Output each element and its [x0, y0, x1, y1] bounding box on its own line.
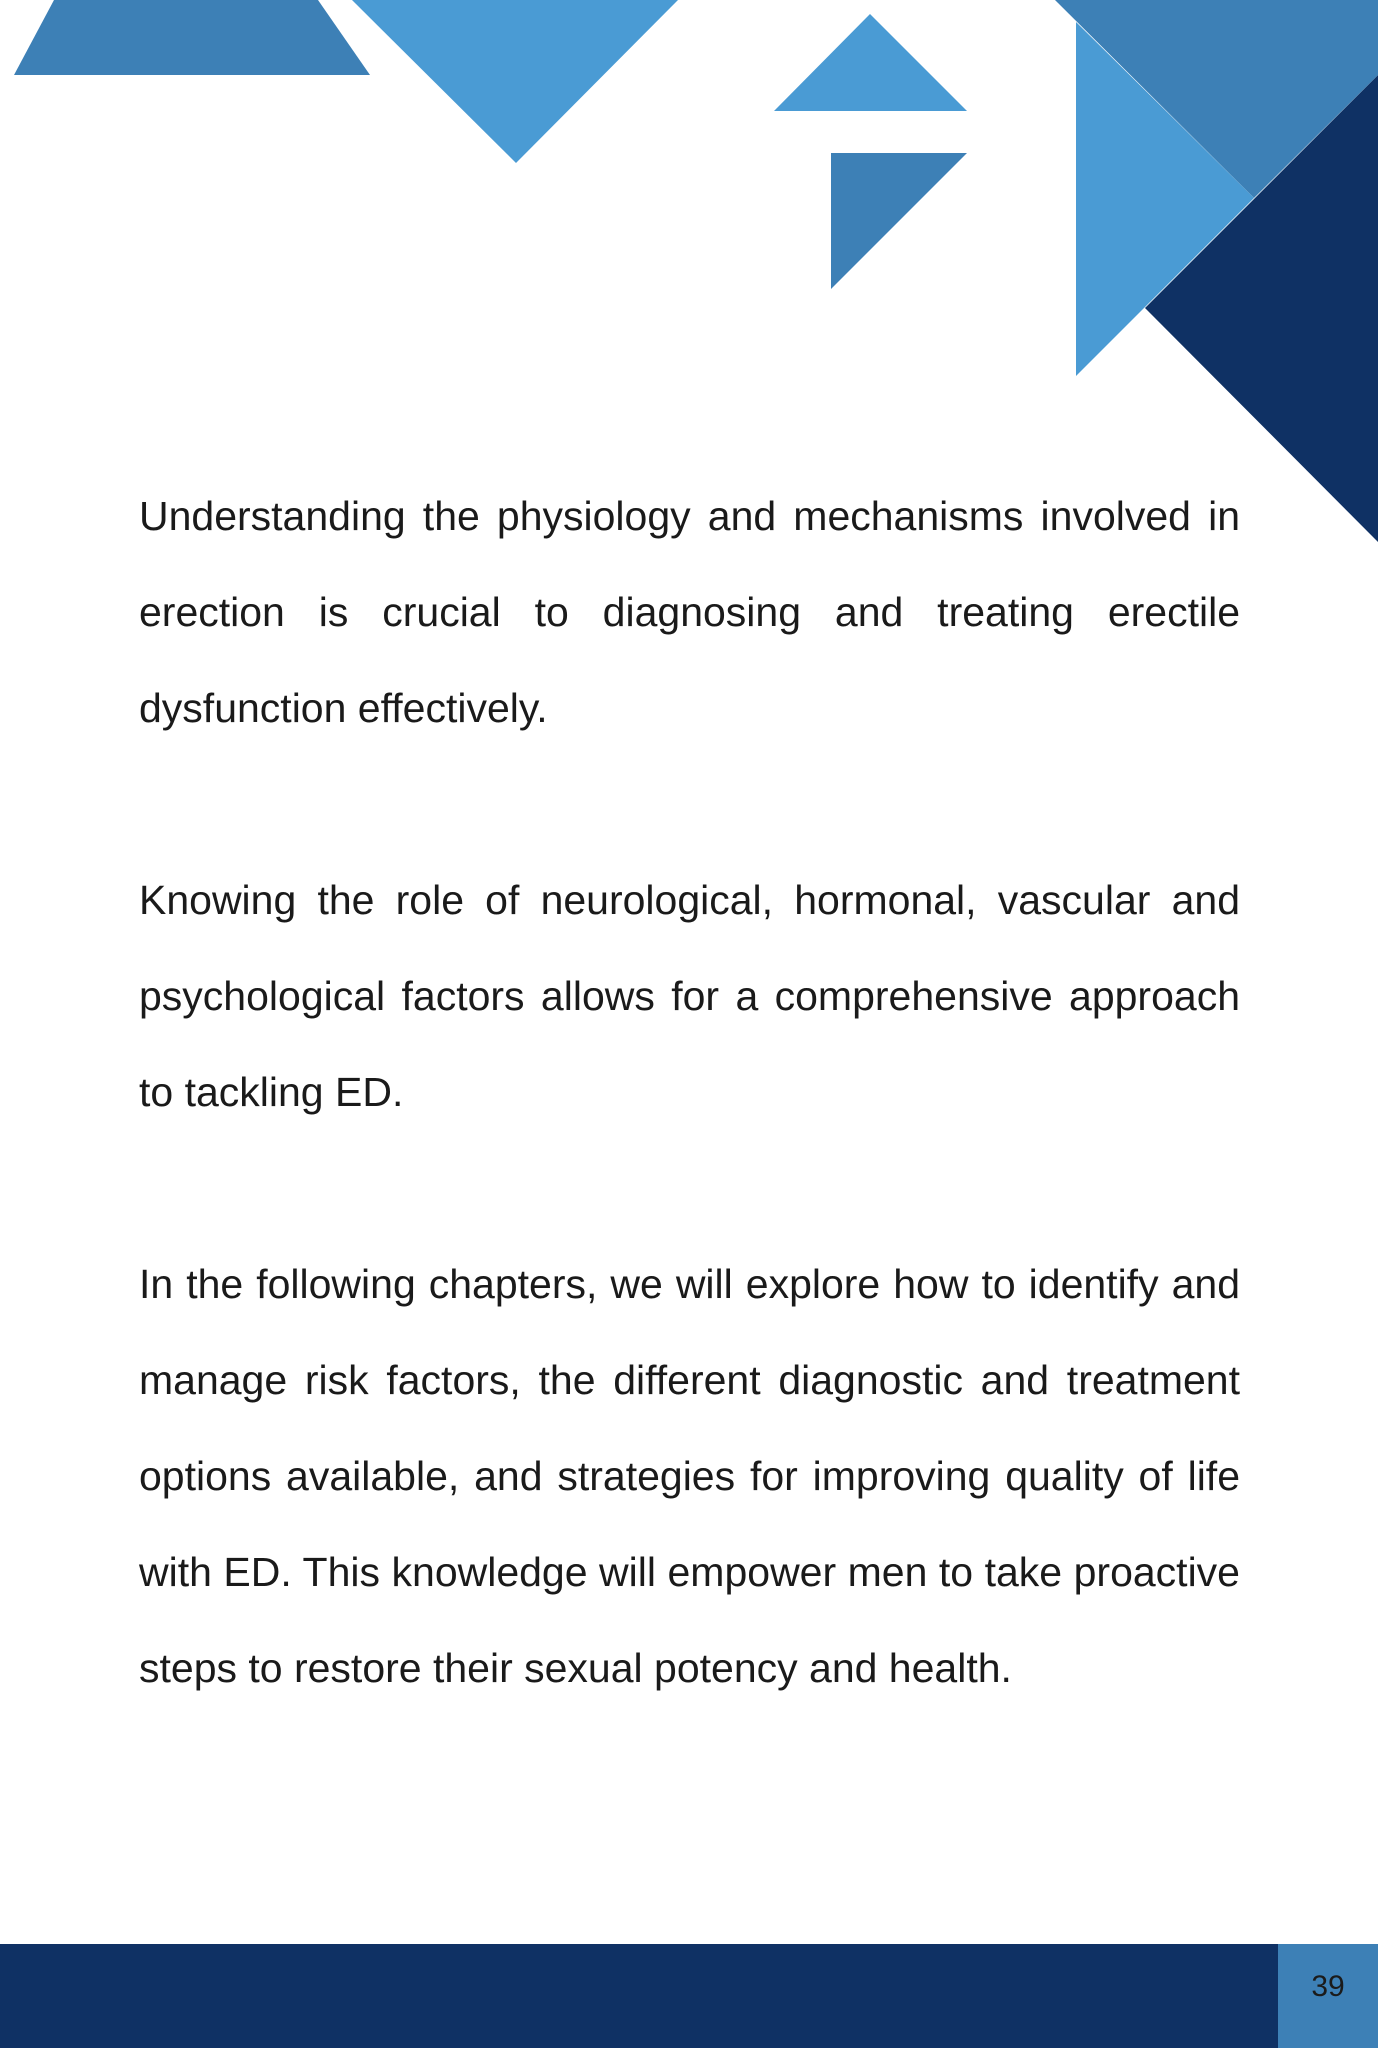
footer-band	[0, 1944, 1378, 2048]
triangle-top-center-inverted	[352, 0, 678, 163]
page-number: 39	[1311, 1970, 1345, 2003]
triangle-top-left	[14, 0, 370, 75]
paragraph-2: Knowing the role of neurological, hormonal, vascular and psychological factors allows for a comprehensive approach to tackling ED.	[139, 877, 1240, 1115]
page-number-box	[1278, 1944, 1378, 2048]
triangle-small-down	[831, 153, 967, 289]
paragraph-3: In the following chapters, we will explore how to identify and manage risk factors, the different diagnostic and treatment options available, and strategies for improving quality of life with ED. This knowledge will empower men to take proactive steps to restore their sexual potency and health.	[139, 1261, 1240, 1691]
paragraph-1: Understanding the physiology and mechanisms involved in erection is crucial to diagnosing and treating erectile dysfunction effectively.	[139, 493, 1240, 731]
triangle-small-up	[774, 14, 967, 111]
body-text	[139, 468, 1240, 1812]
